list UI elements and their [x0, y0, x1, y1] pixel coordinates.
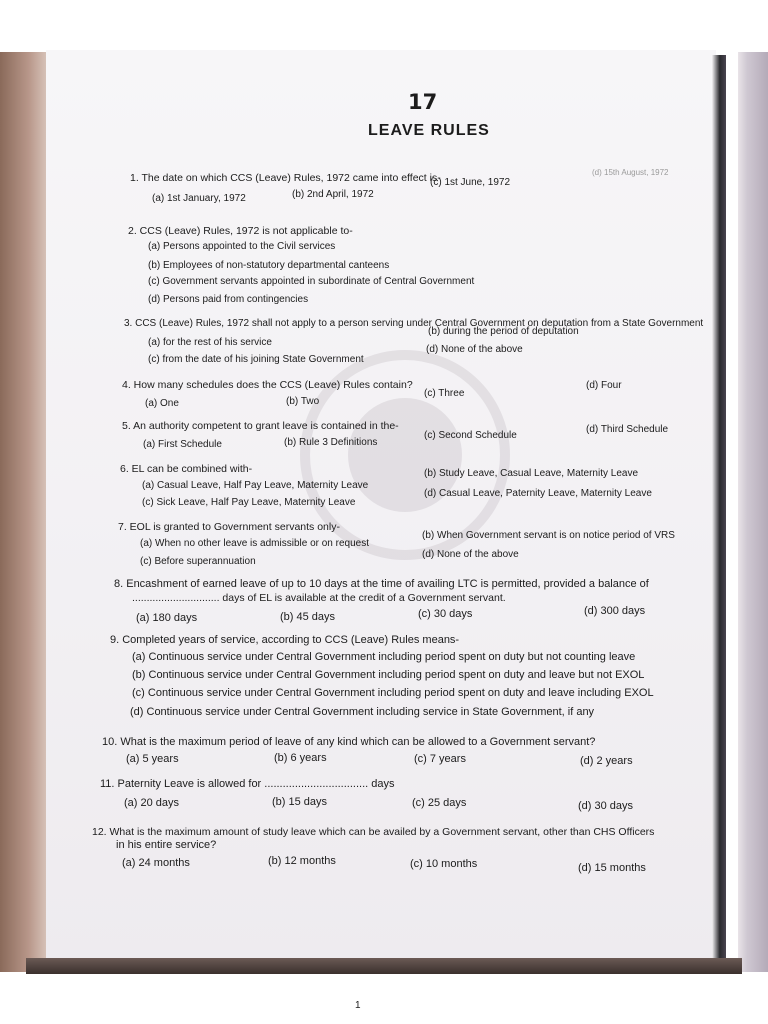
- q7-option-c: (c) Before superannuation: [140, 556, 256, 567]
- q10-option-c: (c) 7 years: [414, 753, 466, 765]
- q9-option-b: (b) Continuous service under Central Government including period spent on duty and leave but not EXOL: [132, 669, 645, 681]
- q5-option-a: (a) First Schedule: [143, 439, 222, 450]
- q11-option-c: (c) 25 days: [412, 797, 467, 809]
- q3-option-b: (b) during the period of deputation: [428, 326, 579, 337]
- q1-option-b: (b) 2nd April, 1972: [292, 189, 374, 200]
- q8-option-b: (b) 45 days: [280, 611, 336, 623]
- q5-option-d: (d) Third Schedule: [586, 424, 669, 435]
- question-12-line2: in his entire service?: [116, 839, 217, 851]
- q11-option-a: (a) 20 days: [124, 797, 180, 809]
- q9-option-c: (c) Continuous service under Central Government including period spent on duty and leave including EXOL: [132, 687, 654, 699]
- q4-option-a: (a) One: [145, 398, 179, 409]
- question-1: 1. The date on which CCS (Leave) Rules, 1972 came into effect is-: [130, 172, 441, 184]
- side-note: (d) 15th August, 1972: [592, 168, 669, 177]
- q4-option-c: (c) Three: [424, 388, 465, 399]
- chapter-number: 17: [408, 90, 438, 114]
- q6-option-a: (a) Casual Leave, Half Pay Leave, Maternity Leave: [142, 480, 369, 491]
- question-10: 10. What is the maximum period of leave of any kind which can be allowed to a Government servant?: [102, 736, 596, 748]
- page-bottom-shadow: [26, 958, 742, 974]
- q4-option-b: (b) Two: [286, 396, 320, 407]
- q6-option-d: (d) Casual Leave, Paternity Leave, Maternity Leave: [424, 488, 652, 499]
- q10-option-a: (a) 5 years: [126, 753, 179, 765]
- q2-option-d: (d) Persons paid from contingencies: [148, 294, 309, 305]
- q10-option-d: (d) 2 years: [580, 755, 633, 767]
- question-7: 7. EOL is granted to Government servants only-: [118, 521, 340, 533]
- question-12: 12. What is the maximum amount of study leave which can be availed by a Government servant, other than CHS Officers: [92, 826, 655, 838]
- page-number: 1: [355, 1000, 361, 1011]
- question-8-line2: .............................. days of EL is available at the credit of a Government servant.: [132, 592, 506, 604]
- q2-option-a: (a) Persons appointed to the Civil services: [148, 241, 336, 252]
- q9-option-a: (a) Continuous service under Central Government including period spent on duty but not counting leave: [132, 651, 636, 663]
- q3-option-a: (a) for the rest of his service: [148, 337, 272, 348]
- q7-option-b: (b) When Government servant is on notice period of VRS: [422, 530, 675, 541]
- q2-option-c: (c) Government servants appointed in subordinate of Central Government: [148, 276, 475, 287]
- q3-option-c: (c) from the date of his joining State Government: [148, 354, 364, 365]
- q8-option-a: (a) 180 days: [136, 612, 198, 624]
- q7-option-d: (d) None of the above: [422, 549, 519, 560]
- q11-option-d: (d) 30 days: [578, 800, 634, 812]
- q5-option-c: (c) Second Schedule: [424, 430, 517, 441]
- question-5: 5. An authority competent to grant leave is contained in the-: [122, 420, 399, 432]
- page-binding-edge: [712, 55, 726, 970]
- question-8: 8. Encashment of earned leave of up to 10 days at the time of availing LTC is permitted, provided a balance of: [114, 578, 649, 590]
- q8-option-d: (d) 300 days: [584, 605, 646, 617]
- question-9: 9. Completed years of service, according to CCS (Leave) Rules means-: [110, 634, 460, 646]
- q3-option-d: (d) None of the above: [426, 344, 523, 355]
- q11-option-b: (b) 15 days: [272, 796, 328, 808]
- q5-option-b: (b) Rule 3 Definitions: [284, 437, 378, 448]
- question-4: 4. How many schedules does the CCS (Leave) Rules contain?: [122, 379, 413, 391]
- desk-background-right: [738, 52, 768, 972]
- q12-option-a: (a) 24 months: [122, 857, 190, 869]
- q1-option-a: (a) 1st January, 1972: [152, 193, 246, 204]
- question-6: 6. EL can be combined with-: [120, 463, 253, 475]
- q12-option-b: (b) 12 months: [268, 855, 336, 867]
- question-11: 11. Paternity Leave is allowed for .................................. days: [100, 778, 395, 790]
- desk-background-left: [0, 52, 48, 972]
- q2-option-b: (b) Employees of non-statutory departmental canteens: [148, 260, 390, 271]
- q12-option-d: (d) 15 months: [578, 862, 646, 874]
- q8-option-c: (c) 30 days: [418, 608, 473, 620]
- q4-option-d: (d) Four: [586, 380, 622, 391]
- question-2: 2. CCS (Leave) Rules, 1972 is not applicable to-: [128, 225, 353, 237]
- chapter-title: LEAVE RULES: [368, 122, 490, 139]
- q6-option-c: (c) Sick Leave, Half Pay Leave, Maternity Leave: [142, 497, 356, 508]
- q1-option-c: (c) 1st June, 1972: [430, 177, 511, 188]
- q10-option-b: (b) 6 years: [274, 752, 327, 764]
- q6-option-b: (b) Study Leave, Casual Leave, Maternity Leave: [424, 468, 639, 479]
- question-3: 3. CCS (Leave) Rules, 1972 shall not apply to a person serving under Central Government on deputation from a State Government: [124, 318, 704, 329]
- q12-option-c: (c) 10 months: [410, 858, 478, 870]
- q9-option-d: (d) Continuous service under Central Government including service in State Government, if any: [130, 706, 595, 718]
- q7-option-a: (a) When no other leave is admissible or on request: [140, 538, 370, 549]
